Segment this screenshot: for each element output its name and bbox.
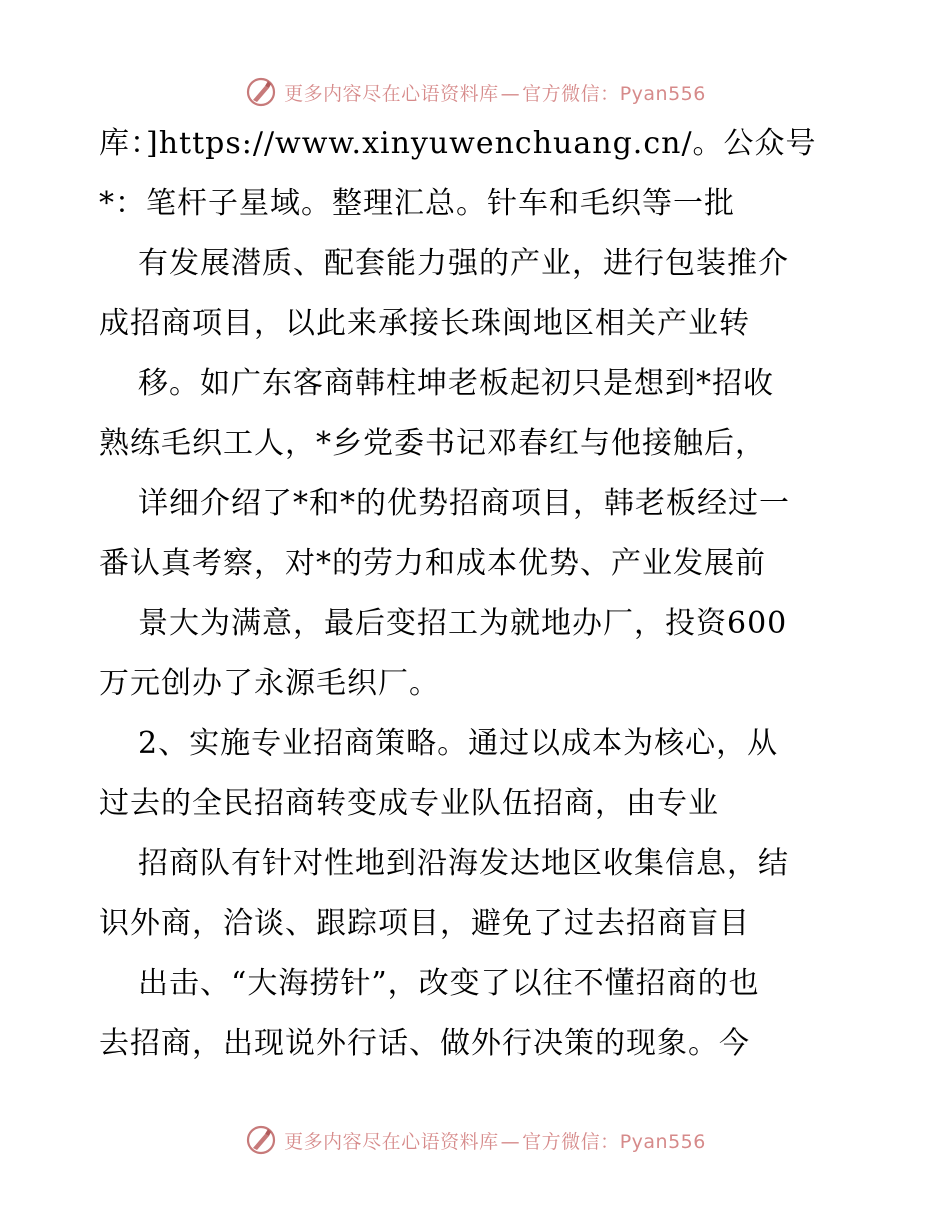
text-line: 出击、“大海捞针”，改变了以往不懂招商的也 [138, 966, 760, 1001]
text-line: 番认真考察，对*的劳力和成本优势、产业发展前 [99, 546, 766, 581]
text-line: 库：]https://www.xinyuwenchuang.cn/。公众号 [99, 126, 817, 161]
text-line: 招商队有针对性地到沿海发达地区收集信息，结 [138, 846, 789, 881]
pen-logo-icon [244, 1123, 278, 1157]
text-line: 识外商，洽谈、跟踪项目，避免了过去招商盲目 [99, 906, 750, 941]
watermark-text: 更多内容尽在心语资料库 — 官方微信：Pyan556 [284, 82, 706, 105]
text-line: 去招商，出现说外行话、做外行决策的现象。今 [99, 1026, 750, 1061]
header-watermark [0, 72, 950, 112]
text-line: 详细介绍了*和*的优势招商项目，韩老板经过一 [138, 486, 790, 521]
text-line: 过去的全民招商转变成专业队伍招商，由专业 [99, 786, 719, 821]
pen-logo-icon [244, 75, 278, 109]
watermark-text: 更多内容尽在心语资料库 — 官方微信：Pyan556 [284, 1130, 706, 1153]
text-line: 景大为满意，最后变招工为就地办厂，投资600 [138, 606, 788, 641]
text-line: 成招商项目，以此来承接长珠闽地区相关产业转 [99, 306, 750, 341]
text-line: 有发展潜质、配套能力强的产业，进行包装推介 [138, 246, 789, 281]
text-line: 万元创办了永源毛织厂。 [99, 666, 440, 701]
text-line: *：笔杆子星域。整理汇总。针车和毛织等一批 [99, 186, 735, 221]
text-line: 2、实施专业招商策略。通过以成本为核心，从 [138, 726, 779, 761]
text-line: 熟练毛织工人，*乡党委书记邓春红与他接触后， [99, 426, 766, 461]
text-line: 移。如广东客商韩柱坤老板起初只是想到*招收 [138, 366, 774, 401]
footer-watermark [0, 1120, 950, 1160]
